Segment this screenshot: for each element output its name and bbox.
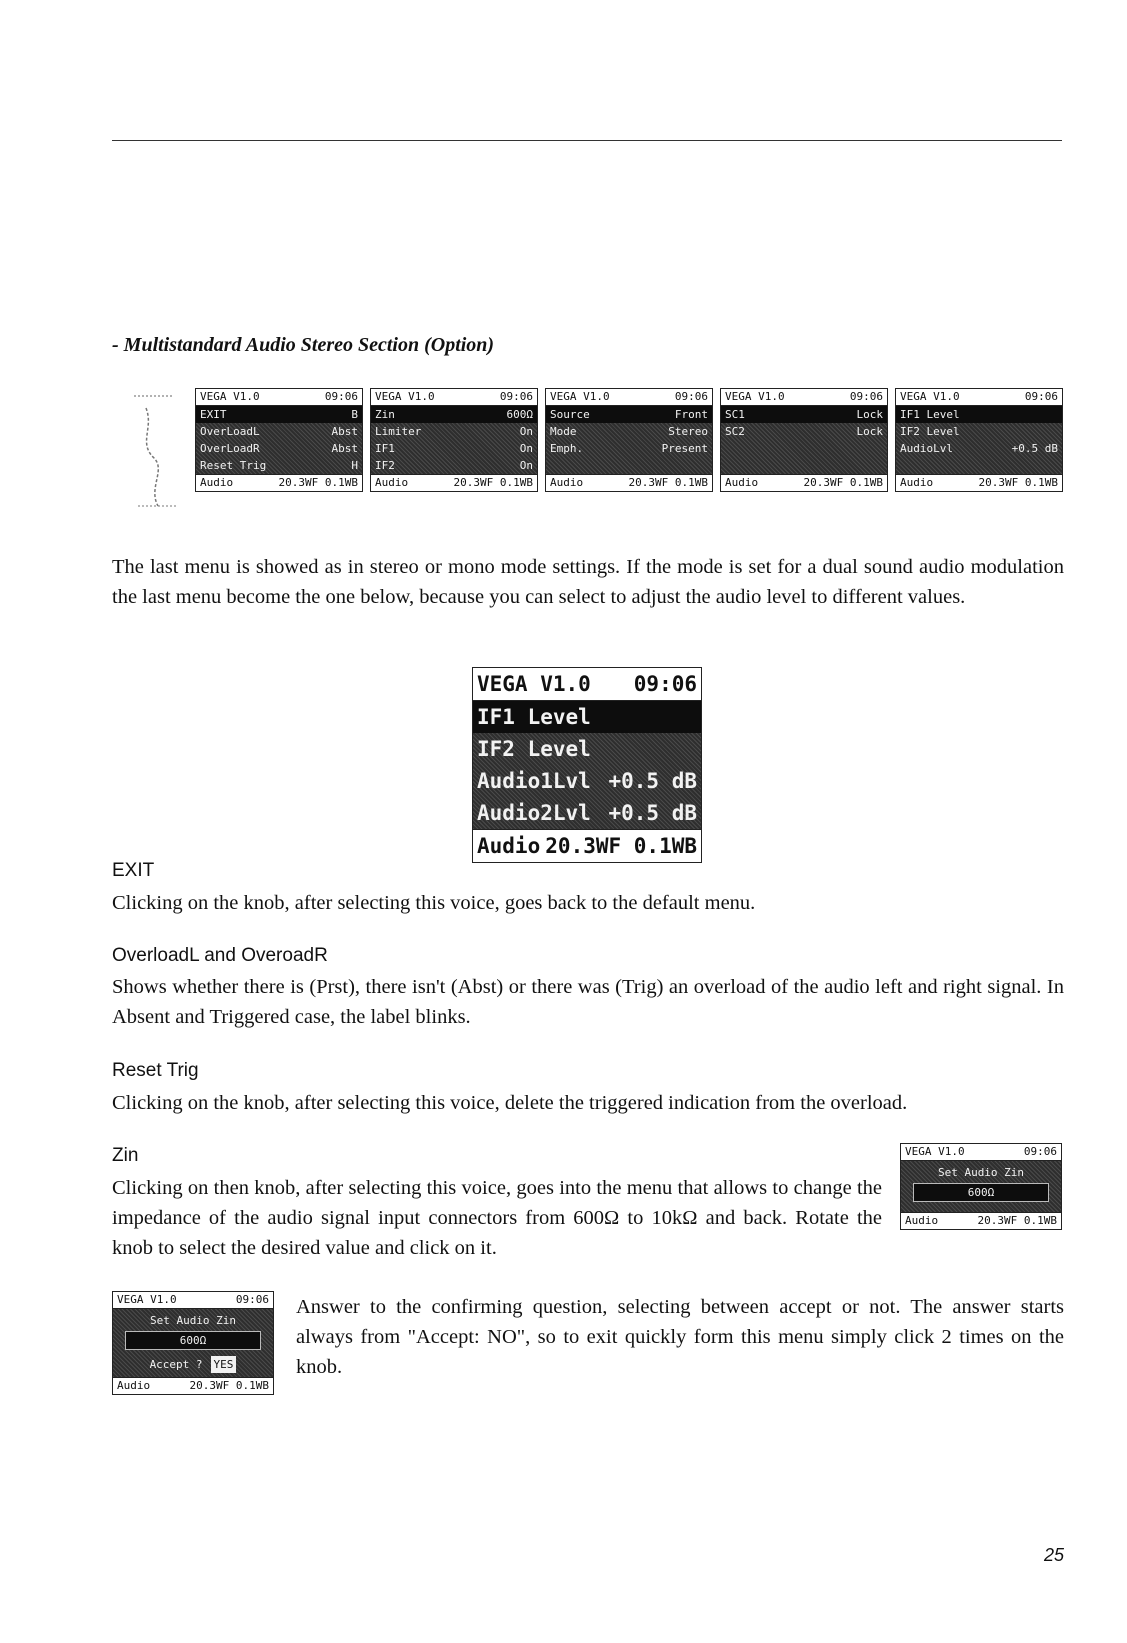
lcd-row-label: OverLoadL: [200, 425, 260, 438]
lcd-footer-value: 20.3WF 0.1WB: [978, 476, 1058, 489]
lcd-menu-screen: [720, 388, 888, 492]
lcd-row-label: SC2: [725, 425, 745, 438]
lcd-row: [721, 440, 887, 457]
paragraph-last-menu: The last menu is showed as in stereo or mono mode settings. If the mode is set for a dual sound audio modulation the last menu become the one below, because you can select to adjust the audio level to different values.: [112, 556, 1064, 608]
lcd-row-label: Mode: [550, 425, 577, 438]
lcd-row-value: Lock: [856, 425, 883, 438]
lcd-header-time: 09:06: [1023, 1145, 1057, 1158]
lcd-row: [196, 423, 362, 440]
lcd-row-value: Lock: [856, 408, 883, 421]
lcd-row-label: AudioLvl: [900, 442, 953, 455]
lcd-row-label: Reset Trig: [200, 459, 267, 472]
lcd-value-box: [125, 1331, 261, 1350]
lcd-row-label: Audio2Lvl: [477, 801, 591, 825]
top-rule: [112, 140, 1062, 141]
lcd-row-label: IF2 Level: [900, 425, 960, 438]
lcd-menu-screen: [195, 388, 363, 492]
lcd-row: [371, 423, 537, 440]
lcd-row-value: On: [519, 442, 533, 455]
lcd-footer-value: 20.3WF 0.1WB: [453, 476, 533, 489]
lcd-row: [546, 406, 712, 423]
lcd-footer-value: 20.3WF 0.1WB: [278, 476, 358, 489]
lcd-dual-sound-menu: [472, 667, 702, 863]
lcd-row-value: Abst: [331, 425, 358, 438]
lcd-header-time: 09:06: [633, 672, 697, 696]
lcd-footer-label: Audio: [550, 476, 584, 489]
lcd-footer-label: Audio: [117, 1379, 151, 1392]
lcd-header-title: VEGA V1.0: [905, 1145, 965, 1158]
lcd-footer-label: Audio: [200, 476, 234, 489]
lcd-row-label: IF2: [375, 459, 395, 472]
lcd-row: [546, 423, 712, 440]
heading-reset-trig: Reset Trig: [112, 1060, 199, 1081]
lcd-footer-value: 20.3WF 0.1WB: [803, 476, 883, 489]
lcd-set-audio-zin: [900, 1143, 1062, 1230]
lcd-row-label: Emph.: [550, 442, 584, 455]
paragraph-reset-trig: Clicking on the knob, after selecting this voice, delete the triggered indication from the overload.: [112, 1092, 908, 1114]
paragraph-zin: Clicking on then knob, after selecting this voice, goes into the menu that allows to change the impedance of the audio signal input connectors from 600Ω to 10kΩ and back. Rotate the knob to select the desired value and click on it.: [112, 1177, 882, 1259]
lcd-row: [473, 797, 701, 829]
lcd-row-value: 600Ω: [506, 408, 533, 421]
lcd-row: [196, 406, 362, 423]
lcd-footer-value: 20.3WF 0.1WB: [189, 1379, 269, 1392]
lcd-header-time: 09:06: [849, 390, 883, 403]
lcd-footer-label: Audio: [375, 476, 409, 489]
lcd-header-title: VEGA V1.0: [477, 672, 591, 696]
lcd-row: [473, 733, 701, 765]
lcd-row-label: IF1 Level: [900, 408, 960, 421]
lcd-header-title: VEGA V1.0: [117, 1293, 177, 1306]
lcd-row-label: IF1: [375, 442, 395, 455]
lcd-row: [896, 423, 1062, 440]
lcd-row: [896, 457, 1062, 474]
lcd-header-title: VEGA V1.0: [200, 390, 260, 403]
lcd-row-value: H: [351, 459, 358, 472]
lcd-dialog-title: [113, 1312, 273, 1329]
lcd-header-title: VEGA V1.0: [900, 390, 960, 403]
paragraph-exit: Clicking on the knob, after selecting this voice, goes back to the default menu.: [112, 892, 756, 914]
lcd-header-title: VEGA V1.0: [550, 390, 610, 403]
lcd-row: [371, 457, 537, 474]
lcd-row-label: Limiter: [375, 425, 422, 438]
lcd-row: [196, 440, 362, 457]
lcd-row-value: Stereo: [668, 425, 708, 438]
lcd-row-value: +0.5 dB: [1011, 442, 1058, 455]
paragraph-overload: Shows whether there is (Prst), there isn't (Abst) or there was (Trig) an overload of the audio left and right signal. In Absent and Triggered case, the label blinks.: [112, 976, 1064, 1028]
lcd-row-value: B: [351, 408, 358, 421]
lcd-row: [473, 765, 701, 797]
lcd-footer-value: 20.3WF 0.1WB: [545, 834, 697, 858]
lcd-row: [546, 440, 712, 457]
lcd-header-time: 09:06: [235, 1293, 269, 1306]
lcd-footer-label: Audio: [477, 834, 541, 858]
lcd-menu-screen: [370, 388, 538, 492]
lcd-dialog-title-text: Set Audio Zin: [149, 1314, 237, 1327]
lcd-row: [896, 440, 1062, 457]
heading-exit: EXIT: [112, 860, 155, 881]
lcd-header-time: 09:06: [674, 390, 708, 403]
lcd-row-label: Source: [550, 408, 590, 421]
lcd-row: [546, 457, 712, 474]
lcd-row-label: Audio1Lvl: [477, 769, 591, 793]
lcd-dialog-title: [901, 1164, 1061, 1181]
lcd-row-label: IF2 Level: [477, 737, 591, 761]
lcd-row: [721, 406, 887, 423]
lcd-value-box: [913, 1183, 1049, 1202]
lcd-row-label: Zin: [375, 408, 395, 421]
lcd-header-time: 09:06: [499, 390, 533, 403]
heading-overload: OverloadL and OveroadR: [112, 945, 328, 966]
lcd-value-text: 600Ω: [179, 1334, 207, 1347]
lcd-footer-label: Audio: [900, 476, 934, 489]
lcd-row-value: Front: [674, 408, 708, 421]
lcd-header-title: VEGA V1.0: [375, 390, 435, 403]
lcd-menu-screen: [545, 388, 713, 492]
lcd-row-label: OverLoadR: [200, 442, 260, 455]
lcd-row: [896, 406, 1062, 423]
lcd-row-label: IF1 Level: [477, 705, 591, 729]
lcd-accept-row: [113, 1356, 273, 1373]
lcd-row-value: On: [519, 459, 533, 472]
lcd-dialog-title-text: Set Audio Zin: [937, 1166, 1025, 1179]
lcd-value-text: 600Ω: [967, 1186, 995, 1199]
lcd-row: [196, 457, 362, 474]
lcd-row-value: On: [519, 425, 533, 438]
lcd-header-title: VEGA V1.0: [725, 390, 785, 403]
lcd-row: [721, 423, 887, 440]
paragraph-confirm: Answer to the confirming question, selecting between accept or not. The answer starts always from "Accept: NO", so to exit quickly form this menu simply click 2 times on the knob.: [296, 1296, 1064, 1378]
lcd-row: [371, 406, 537, 423]
heading-zin: Zin: [112, 1145, 139, 1166]
lcd-header-time: 09:06: [324, 390, 358, 403]
lcd-row: [721, 457, 887, 474]
lcd-footer-value: 20.3WF 0.1WB: [628, 476, 708, 489]
lcd-row: [371, 440, 537, 457]
lcd-footer-value: 20.3WF 0.1WB: [977, 1214, 1057, 1227]
section-title: - Multistandard Audio Stereo Section (Option): [112, 334, 495, 356]
lcd-row-value: Present: [661, 442, 708, 455]
lcd-header-time: 09:06: [1024, 390, 1058, 403]
lcd-yes-option: YES: [211, 1356, 237, 1373]
lcd-row-value: +0.5 dB: [608, 769, 697, 793]
lcd-row-label: EXIT: [200, 408, 227, 421]
lcd-footer-label: Audio: [905, 1214, 939, 1227]
knob-illustration-icon: [124, 388, 184, 518]
lcd-row-label: SC1: [725, 408, 745, 421]
lcd-accept-label: Accept ?: [149, 1358, 203, 1371]
page-number: 25: [1043, 1545, 1064, 1565]
lcd-row-value: Abst: [331, 442, 358, 455]
lcd-menu-screen: [895, 388, 1063, 492]
lcd-row: [473, 701, 701, 733]
lcd-accept-confirm: [112, 1291, 274, 1395]
lcd-row-value: +0.5 dB: [608, 801, 697, 825]
lcd-footer-label: Audio: [725, 476, 759, 489]
